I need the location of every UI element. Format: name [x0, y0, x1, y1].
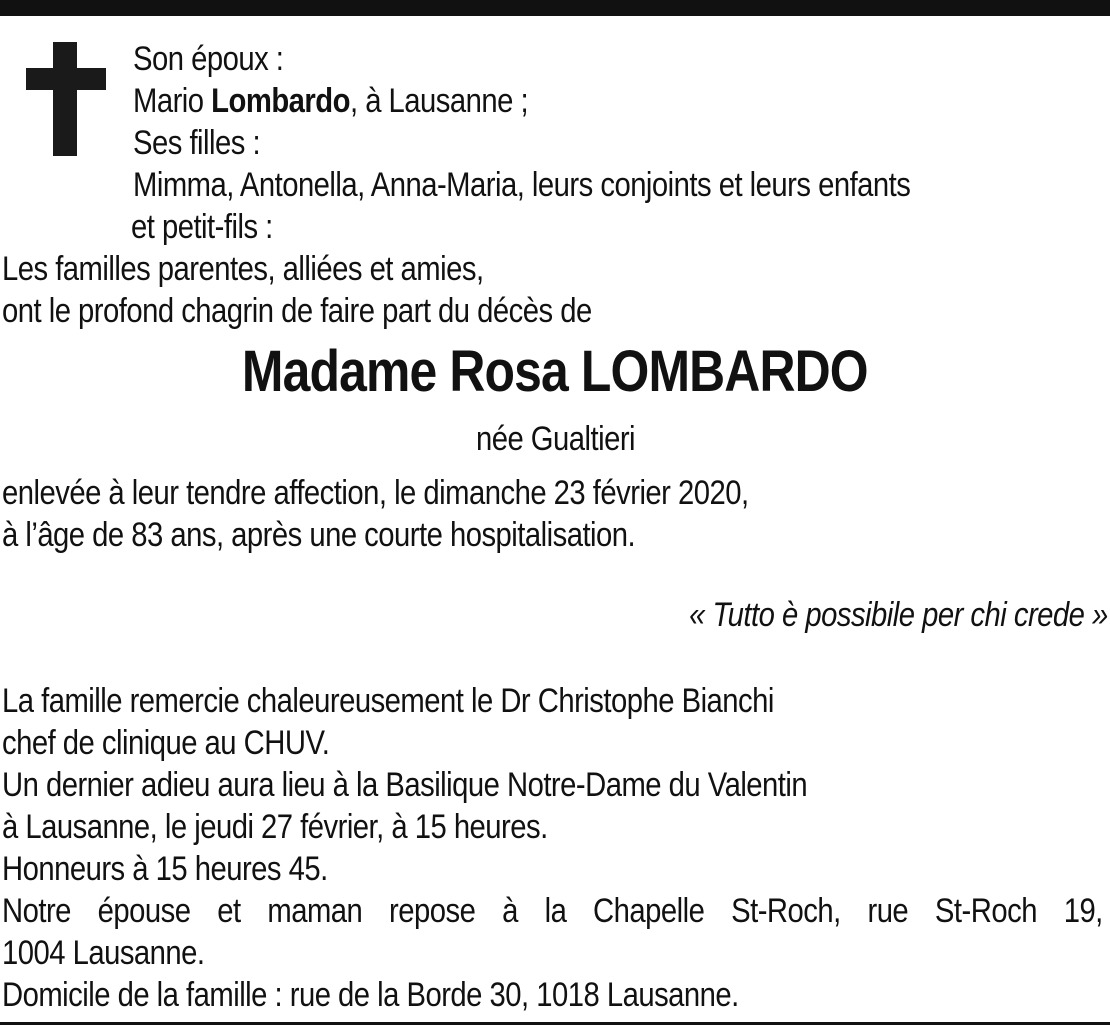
honours-line: Honneurs à 15 heures 45. [2, 850, 328, 888]
ceremony-line-1: Un dernier adieu aura lieu à la Basilique Notre-Dame du Valentin [2, 766, 808, 804]
thanks-line-2: chef de clinique au CHUV. [2, 724, 330, 762]
rest-line-1: Notre épouse et maman repose à la Chapelle St-Roch, rue St-Roch 19, [2, 892, 1103, 930]
daughters-line: Mimma, Antonella, Anna-Maria, leurs conjoints et leurs enfants [133, 166, 911, 204]
spouse-place: , à Lausanne ; [349, 82, 529, 120]
cross-icon [26, 42, 106, 156]
details-line-2: à l’âge de 83 ans, après une courte hospitalisation. [2, 516, 636, 554]
home-line: Domicile de la famille : rue de la Borde 30, 1018 Lausanne. [2, 976, 739, 1014]
spouse-line [133, 80, 528, 122]
deceased-name: Madame Rosa LOMBARDO [242, 339, 868, 404]
ceremony-line-2: à Lausanne, le jeudi 27 février, à 15 heures. [2, 808, 548, 846]
quote: « Tutto è possibile per chi crede » [689, 596, 1108, 634]
spouse-last-name: Lombardo [211, 82, 350, 120]
rest-line-2: 1004 Lausanne. [2, 934, 205, 972]
bottom-rule [0, 1022, 1110, 1025]
spouse-label: Son époux : [133, 40, 284, 78]
grandson-line: et petit-fils : [131, 208, 273, 246]
top-rule [0, 0, 1110, 16]
thanks-line-1: La famille remercie chaleureusement le Dr Christophe Bianchi [2, 682, 774, 720]
details-line-1: enlevée à leur tendre affection, le dimanche 23 février 2020, [2, 474, 749, 512]
families-line: Les familles parentes, alliées et amies, [2, 250, 484, 288]
daughters-label: Ses filles : [133, 124, 261, 162]
spouse-first-name: Mario [133, 82, 212, 120]
maiden-name: née Gualtieri [475, 420, 635, 458]
announcement-line: ont le profond chagrin de faire part du décès de [2, 292, 592, 330]
